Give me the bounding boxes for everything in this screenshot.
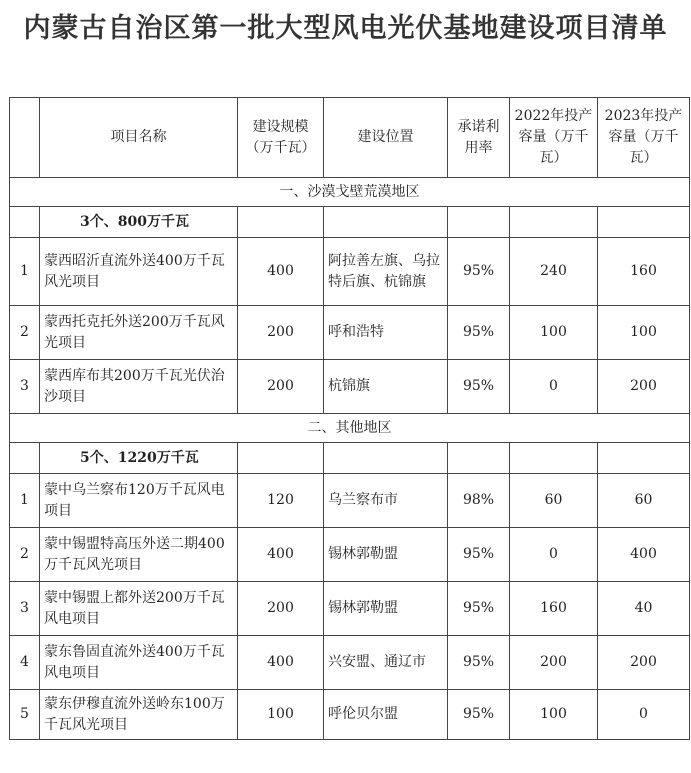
project-2023: 0 (598, 690, 690, 740)
project-location: 杭锦旗 (324, 360, 448, 414)
project-2022: 240 (510, 238, 598, 306)
table-row (10, 528, 690, 582)
header-2023: 2023年投产容量（万千瓦） (598, 98, 690, 178)
header-location: 建设位置 (324, 98, 448, 178)
row-index: 3 (10, 582, 40, 636)
table-row (10, 636, 690, 690)
group-label: 5个、1220万千瓦 (40, 443, 238, 474)
project-2022: 60 (510, 474, 598, 528)
header-index (10, 98, 40, 178)
header-scale: 建设规模（万千瓦） (238, 98, 324, 178)
project-2022: 0 (510, 360, 598, 414)
project-location: 兴安盟、通辽市 (324, 636, 448, 690)
project-2023: 400 (598, 528, 690, 582)
table-row (10, 360, 690, 414)
project-rate: 95% (448, 238, 510, 306)
project-2023: 200 (598, 636, 690, 690)
row-index: 5 (10, 690, 40, 740)
project-scale: 100 (238, 690, 324, 740)
table-row (10, 474, 690, 528)
project-scale: 120 (238, 474, 324, 528)
row-index: 2 (10, 528, 40, 582)
project-location: 阿拉善左旗、乌拉特后旗、杭锦旗 (324, 238, 448, 306)
project-2023: 100 (598, 306, 690, 360)
project-location: 呼伦贝尔盟 (324, 690, 448, 740)
project-rate: 95% (448, 306, 510, 360)
project-scale: 400 (238, 636, 324, 690)
project-2023: 200 (598, 360, 690, 414)
row-index: 1 (10, 238, 40, 306)
header-2022: 2022年投产容量（万千瓦） (510, 98, 598, 178)
header-rate: 承诺利用率 (448, 98, 510, 178)
project-scale: 200 (238, 582, 324, 636)
table-row (10, 582, 690, 636)
project-rate: 95% (448, 582, 510, 636)
project-scale: 200 (238, 360, 324, 414)
table-row (10, 690, 690, 740)
project-scale: 400 (238, 528, 324, 582)
project-name: 蒙西托克托外送200万千瓦风光项目 (40, 306, 238, 360)
row-index: 3 (10, 360, 40, 414)
project-scale: 400 (238, 238, 324, 306)
project-name: 蒙东鲁固直流外送400万千瓦风电项目 (40, 636, 238, 690)
project-name: 蒙中锡盟特高压外送二期400万千瓦风光项目 (40, 528, 238, 582)
project-location: 乌兰察布市 (324, 474, 448, 528)
project-name: 蒙中锡盟上都外送200万千瓦风电项目 (40, 582, 238, 636)
group-row (10, 207, 690, 238)
group-row (10, 443, 690, 474)
group-label: 3个、800万千瓦 (40, 207, 238, 238)
project-rate: 95% (448, 636, 510, 690)
project-2023: 60 (598, 474, 690, 528)
section-title: 二、其他地区 (10, 414, 690, 443)
project-name: 蒙西库布其200万千瓦光伏治沙项目 (40, 360, 238, 414)
project-name: 蒙西昭沂直流外送400万千瓦风光项目 (40, 238, 238, 306)
project-2023: 160 (598, 238, 690, 306)
project-rate: 95% (448, 690, 510, 740)
document-title: 内蒙古自治区第一批大型风电光伏基地建设项目清单 (23, 13, 668, 44)
project-2022: 160 (510, 582, 598, 636)
project-2022: 0 (510, 528, 598, 582)
section-title: 一、沙漠戈壁荒漠地区 (10, 178, 690, 207)
project-2022: 100 (510, 690, 598, 740)
project-name: 蒙东伊穆直流外送岭东100万千瓦风光项目 (40, 690, 238, 740)
project-location: 呼和浩特 (324, 306, 448, 360)
project-2023: 40 (598, 582, 690, 636)
header-row (10, 98, 690, 178)
table-row (10, 238, 690, 306)
project-table (9, 97, 690, 740)
row-index: 4 (10, 636, 40, 690)
project-rate: 98% (448, 474, 510, 528)
project-scale: 200 (238, 306, 324, 360)
project-name: 蒙中乌兰察布120万千瓦风电项目 (40, 474, 238, 528)
project-location: 锡林郭勒盟 (324, 582, 448, 636)
project-location: 锡林郭勒盟 (324, 528, 448, 582)
table-row (10, 306, 690, 360)
section-row (10, 178, 690, 207)
project-rate: 95% (448, 528, 510, 582)
project-2022: 200 (510, 636, 598, 690)
row-index: 1 (10, 474, 40, 528)
header-name: 项目名称 (40, 98, 238, 178)
project-2022: 100 (510, 306, 598, 360)
section-row (10, 414, 690, 443)
project-rate: 95% (448, 360, 510, 414)
row-index: 2 (10, 306, 40, 360)
